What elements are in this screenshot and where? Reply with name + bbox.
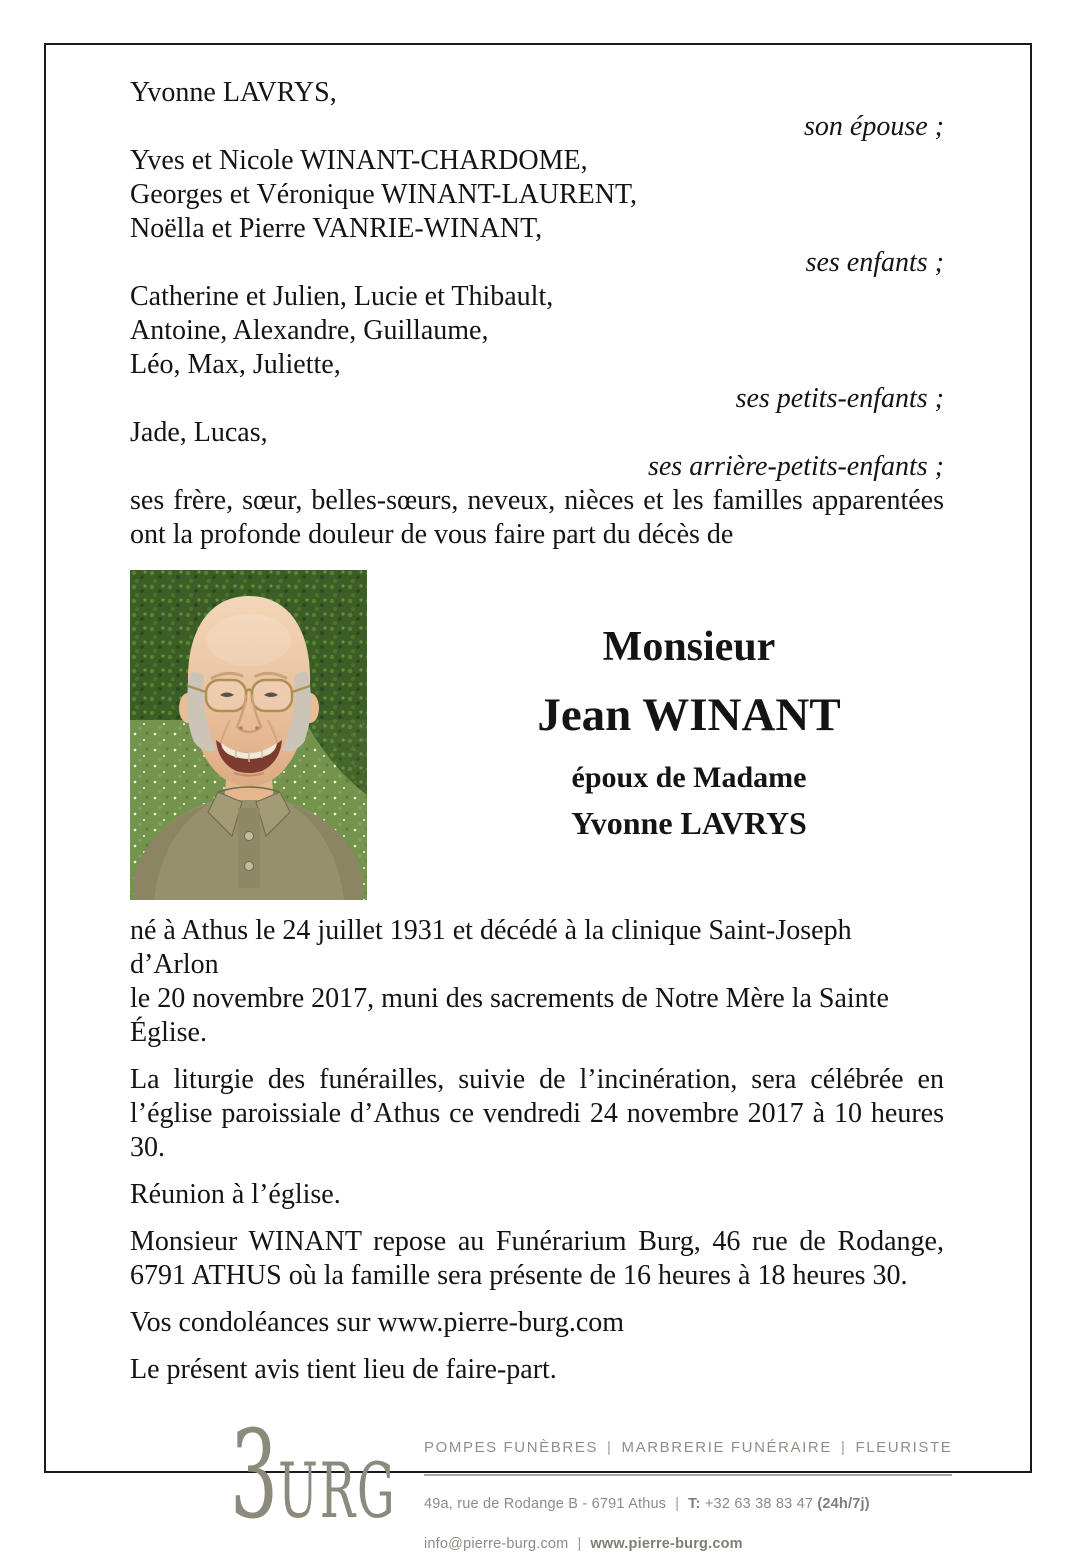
notice-body [130,914,944,1387]
deceased-name: Jean WINANT [537,689,841,741]
footer-phone-label: T: [688,1496,701,1512]
logo-urg-text: URG [278,1446,397,1535]
footer-address-line [424,1487,952,1521]
footer-info-block [424,1427,952,1561]
birth-death-line: le 20 novembre 2017, muni des sacrements de Notre Mère la Sainte Église. [130,983,889,1048]
relation-label: ses arrière-petits-enfants ; [647,451,944,482]
repose-paragraph: Monsieur WINANT repose au Funérarium Burg, 46 rue de Rodange, 6791 ATHUS où la famille sera présente de 16 heures à 18 heures 30. [130,1226,944,1291]
logo-3-glyph: 3 [230,1404,279,1546]
family-name-line: Antoine, Alexandre, Guillaume, [130,315,489,346]
portrait-photo [130,570,367,900]
relation-label: son épouse ; [804,111,944,142]
document-frame [44,43,1032,1552]
footer-website: www.pierre-burg.com [590,1536,743,1552]
condolences-paragraph: Vos condoléances sur www.pierre-burg.com [130,1307,625,1338]
relation-label: ses petits-enfants ; [735,383,944,414]
funeral-home-footer [130,1404,953,1561]
intro-paragraph: ses frère, sœur, belles-sœurs, neveux, nièces et les familles apparentées ont la profonde douleur de vous faire part du décès de [130,485,944,550]
service-marbrerie-funeraire: MARBRERIE FUNÉRAIRE [621,1439,832,1456]
family-name-line: Yvonne LAVRYS, [130,77,337,108]
birth-death-line: né à Athus le 24 juillet 1931 et décédé à la clinique Saint-Joseph d’Arlon [130,915,852,980]
pipe-separator: | [577,1536,582,1552]
footer-address: 49a, rue de Rodange B - 6791 Athus [424,1496,667,1512]
family-name-line: Georges et Véronique WINANT-LAURENT, [130,179,638,210]
footer-web-line [424,1527,952,1561]
family-name-line: Jade, Lucas, [130,417,268,448]
footer-email: info@pierre-burg.com [424,1536,569,1552]
relation-label: ses enfants ; [805,247,944,278]
pipe-separator: | [607,1439,613,1456]
liturgy-paragraph: La liturgie des funérailles, suivie de l’incinération, sera célébrée en l’église paroissiale d’Athus ce vendredi 24 novembre 2017 à 10 heures 30. [130,1064,944,1163]
deceased-title: Monsieur [602,624,776,670]
service-fleuriste: FLEURISTE [855,1439,953,1456]
legal-notice-paragraph: Le présent avis tient lieu de faire-part. [130,1354,557,1385]
deceased-section [130,570,944,900]
family-name-line: Catherine et Julien, Lucie et Thibault, [130,281,554,312]
deceased-titles [367,570,944,900]
pipe-separator: | [675,1496,680,1512]
service-pompes-funebres: POMPES FUNÈBRES [424,1439,599,1456]
family-name-line: Yves et Nicole WINANT-CHARDOME, [130,145,588,176]
family-name-line: Léo, Max, Juliette, [130,349,341,380]
burg-logo [230,1404,397,1546]
pipe-separator: | [840,1439,847,1456]
deceased-relation: époux de Madame [571,761,807,794]
footer-divider [424,1474,952,1476]
footer-phone-hours: (24h/7j) [817,1496,870,1512]
deceased-spouse-name: Yvonne LAVRYS [571,805,807,841]
family-name-line: Noëlla et Pierre VANRIE-WINANT, [130,213,543,244]
footer-phone: +32 63 38 83 47 [704,1496,814,1512]
meeting-paragraph: Réunion à l’église. [130,1179,341,1210]
footer-services [424,1431,952,1465]
